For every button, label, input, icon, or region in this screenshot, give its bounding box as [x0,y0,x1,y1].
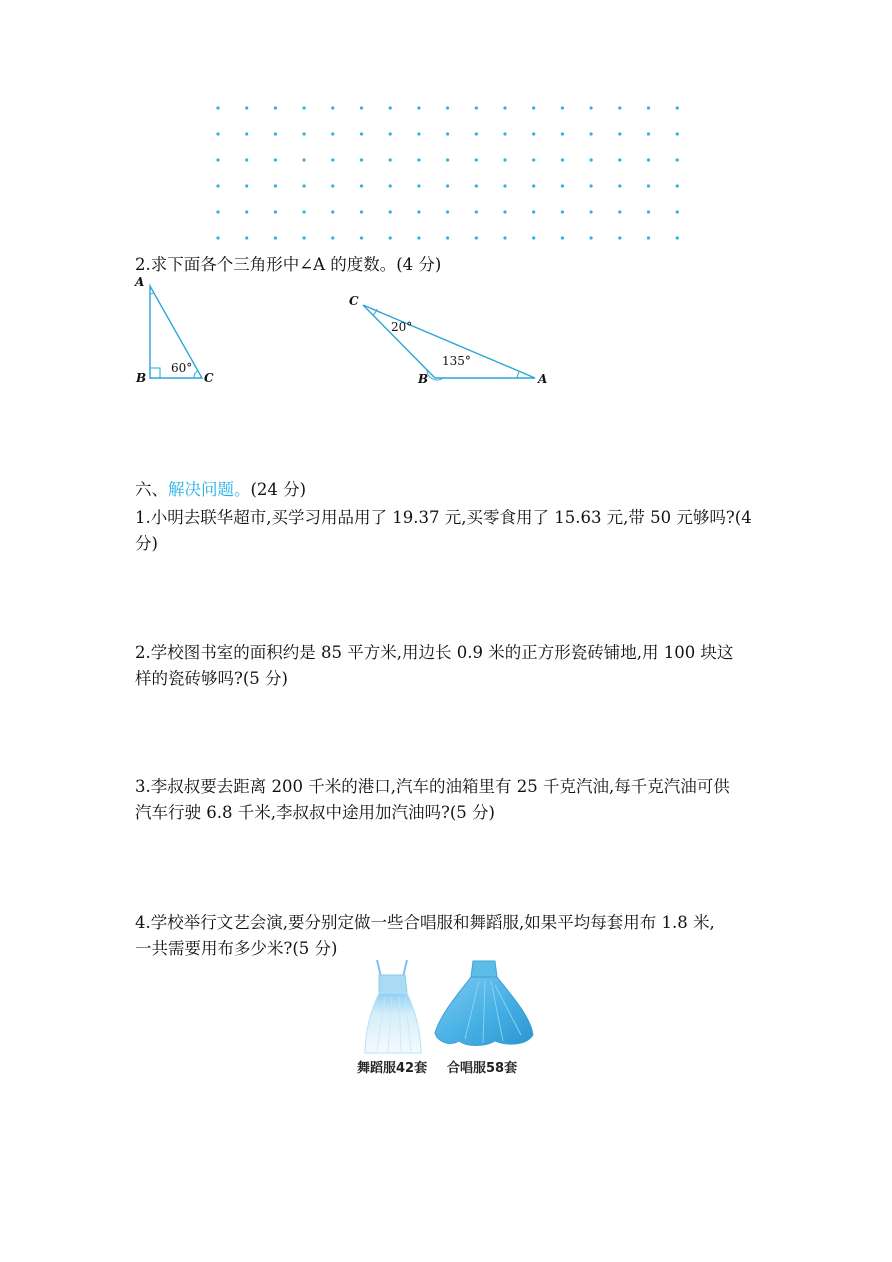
vertex-c-label: C [204,371,214,385]
problem-1-line-1: 1.小明去联华超市,买学习用品用了 19.37 元,买零食用了 15.63 元,带 50 元够吗?(4 [135,508,752,527]
grid-dot [245,184,248,187]
grid-dot [446,236,449,239]
grid-dot [245,210,248,213]
grid-dot [274,158,277,161]
grid-dot [532,236,535,239]
problem-3-line-1: 3.李叔叔要去距离 200 千米的港口,汽车的油箱里有 25 千克汽油,每千克汽油可供 [135,777,730,796]
grid-dot [676,236,679,239]
grid-dot [331,132,334,135]
angle-a-arc [517,372,519,378]
dance-dress-icon [365,960,421,1053]
grid-dot [389,132,392,135]
grid-dot [676,106,679,109]
grid-dot [676,184,679,187]
grid-dot [331,158,334,161]
grid-dot [274,184,277,187]
grid-dot [561,236,564,239]
grid-dot [331,106,334,109]
grid-dot [417,106,420,109]
grid-dot [216,184,219,187]
vertex-b-label: B [418,372,429,386]
grid-dot [590,106,593,109]
grid-dot [360,106,363,109]
angle-b-value: 135° [442,354,471,368]
grid-dot [417,158,420,161]
section-6-heading [135,477,306,503]
right-triangle-diagram [130,270,230,390]
grid-dot [303,184,306,187]
grid-dot [446,184,449,187]
grid-dot [590,184,593,187]
grid-dot [475,106,478,109]
grid-dot [475,158,478,161]
angle-c-arc [194,371,198,378]
grid-dot [216,106,219,109]
grid-dot [446,158,449,161]
grid-dot [532,210,535,213]
grid-dot [561,158,564,161]
grid-dot [475,210,478,213]
grid-dot [676,158,679,161]
section-title: 解决问题。 [168,480,251,499]
grid-dot [389,236,392,239]
grid-dot [532,184,535,187]
section-score: (24 分) [250,480,307,499]
grid-dot [417,236,420,239]
grid-dot [647,210,650,213]
vertex-a-label: A [135,275,145,289]
grid-dot [532,132,535,135]
grid-dot [274,132,277,135]
problem-1-line-2: 分) [135,534,158,553]
grid-dot [561,210,564,213]
grid-dot [618,132,621,135]
grid-dot [216,158,219,161]
grid-dot [389,210,392,213]
grid-dot [303,236,306,239]
problem-3-line-2: 汽车行驶 6.8 千米,李叔叔中途用加汽油吗?(5 分) [135,803,495,822]
choir-dress-icon [435,961,533,1046]
grid-dot [389,158,392,161]
grid-dot [446,106,449,109]
grid-dot [274,236,277,239]
grid-dot [216,236,219,239]
problem-4-line-1: 4.学校举行文艺会演,要分别定做一些合唱服和舞蹈服,如果平均每套用布 1.8 米, [135,913,715,932]
grid-dot [303,132,306,135]
question-2-text: 2.求下面各个三角形中∠A 的度数。(4 分) [135,255,442,274]
grid-dot [475,236,478,239]
section-number: 六、 [135,480,168,499]
dress-illustration [355,955,540,1080]
grid-dot [360,158,363,161]
grid-dot [590,158,593,161]
grid-dot [647,106,650,109]
grid-dot [618,184,621,187]
grid-dot [647,184,650,187]
grid-dot [303,158,306,161]
vertex-a-label: A [538,372,548,386]
grid-dot [360,184,363,187]
grid-dot [561,106,564,109]
grid-dot [216,132,219,135]
grid-dot [503,132,506,135]
grid-dot [561,184,564,187]
problem-4-line-2: 一共需要用布多少米?(5 分) [135,939,338,958]
grid-dot [618,106,621,109]
grid-dot [303,106,306,109]
angle-c-value: 20° [391,320,413,334]
grid-dot [446,210,449,213]
grid-dot [245,236,248,239]
vertex-c-label: C [349,294,359,308]
grid-dot [274,106,277,109]
grid-dot [647,132,650,135]
grid-dot [503,236,506,239]
grid-dot [274,210,277,213]
grid-dot [417,210,420,213]
grid-dot [360,236,363,239]
grid-dot [475,184,478,187]
grid-dot [245,132,248,135]
dot-grid [210,100,690,245]
right-angle-mark [150,368,160,378]
grid-dot [503,184,506,187]
problem-2-line-2: 样的瓷砖够吗?(5 分) [135,669,288,688]
grid-dot [647,158,650,161]
grid-dot [590,236,593,239]
dance-dress-caption: 舞蹈服42套 [357,1061,428,1076]
grid-dot [331,184,334,187]
grid-dot [676,210,679,213]
grid-dot [503,158,506,161]
problem-2-line-1: 2.学校图书室的面积约是 85 平方米,用边长 0.9 米的正方形瓷砖铺地,用 100 块这 [135,643,734,662]
angle-c-value: 60° [171,361,193,375]
grid-dot [561,132,564,135]
grid-dot [618,158,621,161]
grid-dot [331,210,334,213]
grid-dot [532,106,535,109]
grid-dot [389,184,392,187]
grid-dot [446,132,449,135]
grid-dot [331,236,334,239]
grid-dot [216,210,219,213]
grid-dot [503,210,506,213]
grid-dot [303,210,306,213]
grid-dot [532,158,535,161]
grid-dot [417,132,420,135]
grid-dot [245,158,248,161]
grid-dot [389,106,392,109]
obtuse-triangle-diagram [345,290,560,390]
grid-dot [417,184,420,187]
vertex-b-label: B [136,371,147,385]
grid-dot [475,132,478,135]
choir-dress-caption: 合唱服58套 [447,1061,518,1076]
grid-dot [647,236,650,239]
grid-dot [618,210,621,213]
grid-dot [590,132,593,135]
grid-dot [590,210,593,213]
grid-dot [360,210,363,213]
grid-dot [676,132,679,135]
grid-dot [503,106,506,109]
grid-dot [618,236,621,239]
grid-dot [245,106,248,109]
grid-dot [360,132,363,135]
